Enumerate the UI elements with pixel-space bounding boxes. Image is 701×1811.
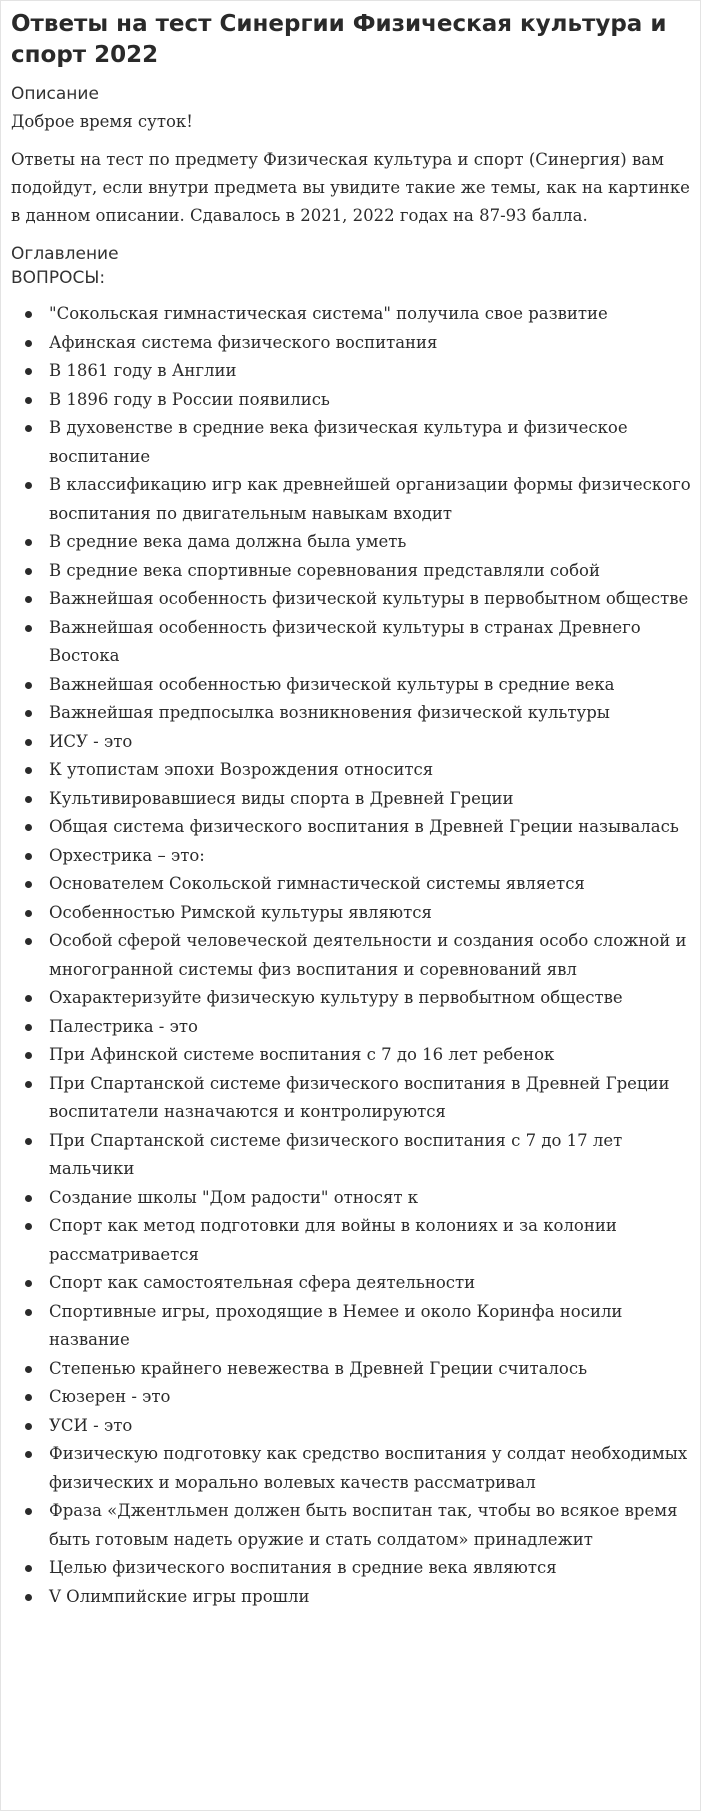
question-item: Охарактеризуйте физическую культуру в первобытном обществе [49, 984, 692, 1013]
question-item: "Сокольская гимнастическая система" получила свое развитие [49, 300, 692, 329]
question-item: Целью физического воспитания в средние века являются [49, 1554, 692, 1583]
question-item: Важнейшая предпосылка возникновения физической культуры [49, 699, 692, 728]
intro-paragraph: Ответы на тест по предмету Физическая культура и спорт (Синергия) вам подойдут, если внутри предмета вы увидите такие же темы, как на картинке в данном описании. Сдавалось в 2021, 2022 годах на 87-93 балла. [11, 150, 690, 225]
question-item: Создание школы "Дом радости" относят к [49, 1184, 692, 1213]
greeting-text: Доброе время суток! [11, 112, 193, 131]
question-item: В средние века спортивные соревнования представляли собой [49, 557, 692, 586]
question-item: Важнейшая особенностью физической культуры в средние века [49, 671, 692, 700]
question-item: В 1896 году в России появились [49, 386, 692, 415]
question-item: Сюзерен - это [49, 1383, 692, 1412]
description-label: Описание [11, 84, 99, 104]
toc-label: Оглавление [11, 244, 119, 264]
question-item: ИСУ - это [49, 728, 692, 757]
question-item: Основателем Сокольской гимнастической системы является [49, 870, 692, 899]
question-item: Особенностью Римской культуры являются [49, 899, 692, 928]
question-item: Палестрика - это [49, 1013, 692, 1042]
page-title: Ответы на тест Синергии Физическая культура и спорт 2022 [11, 11, 667, 68]
question-item: Спортивные игры, проходящие в Немее и около Коринфа носили название [49, 1298, 692, 1355]
question-item: V Олимпийские игры прошли [49, 1583, 692, 1612]
question-item: При Афинской системе воспитания с 7 до 16 лет ребенок [49, 1041, 692, 1070]
question-item: Особой сферой человеческой деятельности и создания особо сложной и многогранной системы физ воспитания и соревнований явл [49, 927, 692, 984]
question-item: Важнейшая особенность физической культуры в первобытном обществе [49, 585, 692, 614]
questions-list [11, 300, 692, 1611]
question-item: Спорт как самостоятельная сфера деятельности [49, 1269, 692, 1298]
question-item: Важнейшая особенность физической культуры в странах Древнего Востока [49, 614, 692, 671]
question-item: Спорт как метод подготовки для войны в колониях и за колонии рассматривается [49, 1212, 692, 1269]
question-item: Орхестрика – это: [49, 842, 692, 871]
question-item: К утопистам эпохи Возрождения относится [49, 756, 692, 785]
question-item: При Спартанской системе физического воспитания с 7 до 17 лет мальчики [49, 1127, 692, 1184]
questions-label: ВОПРОСЫ: [11, 268, 106, 288]
question-item: В средние века дама должна была уметь [49, 528, 692, 557]
question-item: Общая система физического воспитания в Древней Греции называлась [49, 813, 692, 842]
question-item: В классификацию игр как древнейшей организации формы физического воспитания по двигательным навыкам входит [49, 471, 692, 528]
question-item: УСИ - это [49, 1412, 692, 1441]
question-item: В духовенстве в средние века физическая культура и физическое воспитание [49, 414, 692, 471]
question-item: Степенью крайнего невежества в Древней Греции считалось [49, 1355, 692, 1384]
question-item: Афинская система физического воспитания [49, 329, 692, 358]
question-item: Культивировавшиеся виды спорта в Древней Греции [49, 785, 692, 814]
question-item: Физическую подготовку как средство воспитания у солдат необходимых физических и морально волевых качеств рассматривал [49, 1440, 692, 1497]
question-item: Фраза «Джентльмен должен быть воспитан так, чтобы во всякое время быть готовым надеть оружие и стать солдатом» принадлежит [49, 1497, 692, 1554]
question-item: При Спартанской системе физического воспитания в Древней Греции воспитатели назначаются и контролируются [49, 1070, 692, 1127]
question-item: В 1861 году в Англии [49, 357, 692, 386]
